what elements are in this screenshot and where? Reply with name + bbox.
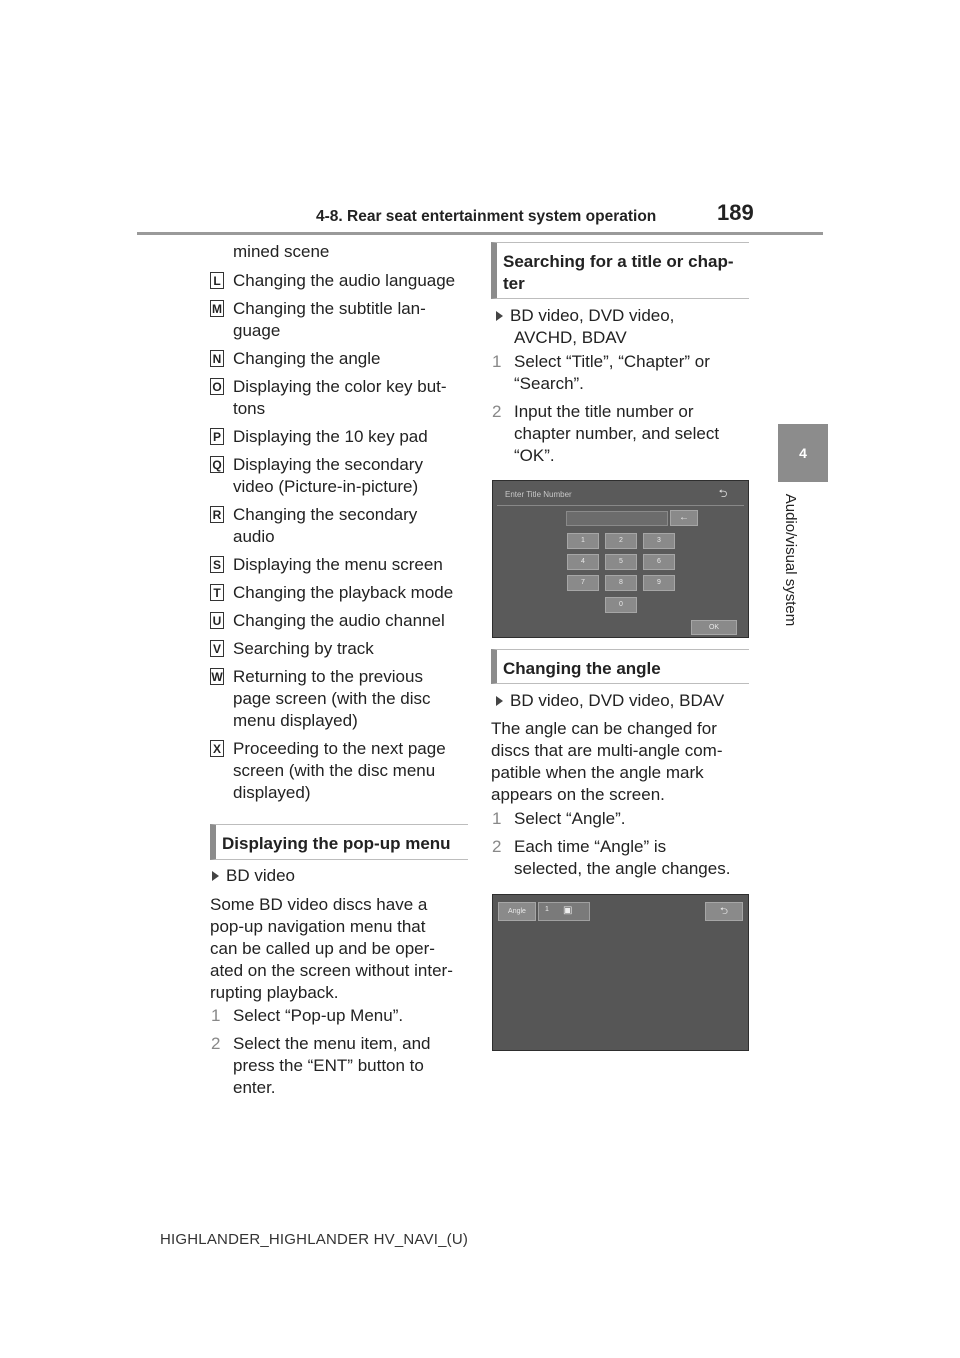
step-line: Select “Angle”. [514, 809, 626, 828]
item-line: Proceeding to the next page [233, 739, 446, 758]
item-line: Changing the audio channel [233, 611, 445, 630]
item-text [233, 554, 478, 576]
item-line: Changing the angle [233, 349, 381, 368]
step-line: Select the menu item, and [233, 1034, 431, 1053]
screen-title: Enter Title Number [505, 490, 572, 499]
body-line: ated on the screen without inter- [210, 961, 453, 980]
popup-menu-heading: Displaying the pop-up menu [210, 824, 468, 860]
item-line: Changing the audio language [233, 271, 456, 290]
search-bullet: BD video, DVD video, AVCHD, BDAV [496, 305, 736, 349]
keypad-key-7[interactable]: 7 [567, 575, 599, 591]
item-line: Displaying the 10 key pad [233, 427, 428, 446]
item-badge: M [212, 302, 222, 316]
item-line: menu displayed) [233, 711, 358, 730]
body-line: can be called up and be oper- [210, 939, 435, 958]
back-arrow-icon[interactable]: ⮌ [705, 902, 743, 921]
item-line: Displaying the menu screen [233, 555, 443, 574]
item-text [233, 638, 478, 660]
item-badge: R [210, 506, 224, 523]
body-line: Some BD video discs have a [210, 895, 428, 914]
step-line: chapter number, and select [514, 424, 720, 443]
item-badge: N [210, 350, 224, 367]
step-line: Select “Pop-up Menu”. [233, 1006, 404, 1025]
item-line: Searching by track [233, 639, 374, 658]
angle-bullet: BD video, DVD video, BDAV [496, 690, 724, 712]
keypad-key-4[interactable]: 4 [567, 554, 599, 570]
body-line: discs that are multi-angle com- [491, 741, 723, 760]
item-text [233, 582, 478, 604]
item-line: Changing the playback mode [233, 583, 454, 602]
item-line: displayed) [233, 783, 311, 802]
item-badge: X [210, 740, 224, 757]
step-number: 2 [492, 837, 502, 856]
item-badge: W [211, 670, 223, 684]
step-number: 1 [211, 1006, 221, 1025]
keypad-key-9[interactable]: 9 [643, 575, 675, 591]
item-text [233, 298, 478, 342]
body-line: rupting playback. [210, 983, 339, 1002]
item-badge: V [210, 640, 224, 657]
item-badge: Q [210, 456, 224, 473]
step-number: 1 [492, 809, 502, 828]
item-line: tons [233, 399, 266, 418]
item-line: Changing the secondary [233, 505, 418, 524]
step-line: Select “Title”, “Chapter” or [514, 352, 710, 371]
body-line: patible when the angle mark [491, 763, 704, 782]
step-number: 1 [492, 352, 502, 371]
item-badge: P [210, 428, 224, 445]
title-number-screen [492, 480, 749, 638]
angle-heading: Changing the angle [491, 649, 749, 684]
step-line: “OK”. [514, 446, 555, 465]
search-heading: Searching for a title or chap- ter [491, 242, 749, 299]
item-line: Changing the subtitle lan- [233, 299, 426, 318]
body-line: appears on the screen. [491, 785, 665, 804]
keypad-key-6[interactable]: 6 [643, 554, 675, 570]
item-line: Returning to the previous [233, 667, 423, 686]
angle-button[interactable]: Angle [498, 902, 536, 921]
step-line: selected, the angle changes. [514, 859, 731, 878]
ok-button[interactable]: OK [691, 620, 737, 635]
step-line: press the “ENT” button to [233, 1056, 424, 1075]
item-line: page screen (with the disc [233, 689, 431, 708]
item-badge: U [210, 612, 224, 629]
body-line: The angle can be changed for [491, 719, 717, 738]
step-line: Each time “Angle” is [514, 837, 667, 856]
chapter-tab: 4 [778, 424, 828, 482]
section-title: 4-8. Rear seat entertainment system operation [316, 208, 657, 225]
step-text [514, 351, 744, 395]
header-rule [137, 232, 823, 235]
item-badge: S [210, 556, 224, 573]
step-line: “Search”. [514, 374, 584, 393]
page-number: 189 [717, 200, 754, 225]
item-line: guage [233, 321, 281, 340]
backspace-icon[interactable]: ← [670, 510, 698, 526]
continuation-text: mined scene [233, 242, 330, 261]
item-text [233, 376, 478, 420]
angle-indicator [538, 902, 590, 921]
keypad-key-8[interactable]: 8 [605, 575, 637, 591]
item-text [233, 454, 478, 498]
body-line: pop-up navigation menu that [210, 917, 426, 936]
popup-bullet: BD video [212, 865, 295, 887]
angle-value: 1 [545, 906, 549, 913]
item-text [233, 738, 478, 804]
popup-body-text [210, 894, 475, 1004]
item-line: screen (with the disc menu [233, 761, 436, 780]
camera-angle-icon: ▣ [563, 905, 573, 916]
item-line: video (Picture-in-picture) [233, 477, 419, 496]
number-display-field [566, 511, 668, 526]
angle-body-text [491, 718, 756, 806]
step-number: 2 [492, 402, 502, 421]
triangle-bullet-icon [496, 311, 503, 321]
step-line: Input the title number or [514, 402, 694, 421]
step-number: 2 [211, 1034, 221, 1053]
item-line: Displaying the secondary [233, 455, 423, 474]
item-badge: L [210, 272, 224, 289]
footer-model: HIGHLANDER_HIGHLANDER HV_NAVI_(U) [160, 1231, 469, 1248]
item-text [233, 504, 478, 548]
item-text [233, 610, 478, 632]
keypad-key-5[interactable]: 5 [605, 554, 637, 570]
step-line: enter. [233, 1078, 276, 1097]
item-badge: O [210, 378, 224, 395]
triangle-bullet-icon [212, 871, 219, 881]
step-text [514, 401, 744, 467]
keypad-key-2[interactable]: 2 [605, 533, 637, 549]
item-line: audio [233, 527, 275, 546]
item-text [233, 666, 478, 732]
item-text [233, 270, 478, 292]
triangle-bullet-icon [496, 696, 503, 706]
keypad-key-0[interactable]: 0 [605, 597, 637, 613]
step-text [514, 836, 744, 880]
step-text [233, 1033, 463, 1099]
item-text [233, 348, 478, 370]
item-text [233, 426, 478, 448]
keypad-key-1[interactable]: 1 [567, 533, 599, 549]
step-text [514, 808, 744, 830]
item-badge: T [210, 584, 224, 601]
angle-screen [492, 894, 749, 1051]
item-line: Displaying the color key but- [233, 377, 447, 396]
step-text [233, 1005, 463, 1027]
keypad-key-3[interactable]: 3 [643, 533, 675, 549]
back-arrow-icon[interactable]: ⮌ [718, 488, 728, 500]
